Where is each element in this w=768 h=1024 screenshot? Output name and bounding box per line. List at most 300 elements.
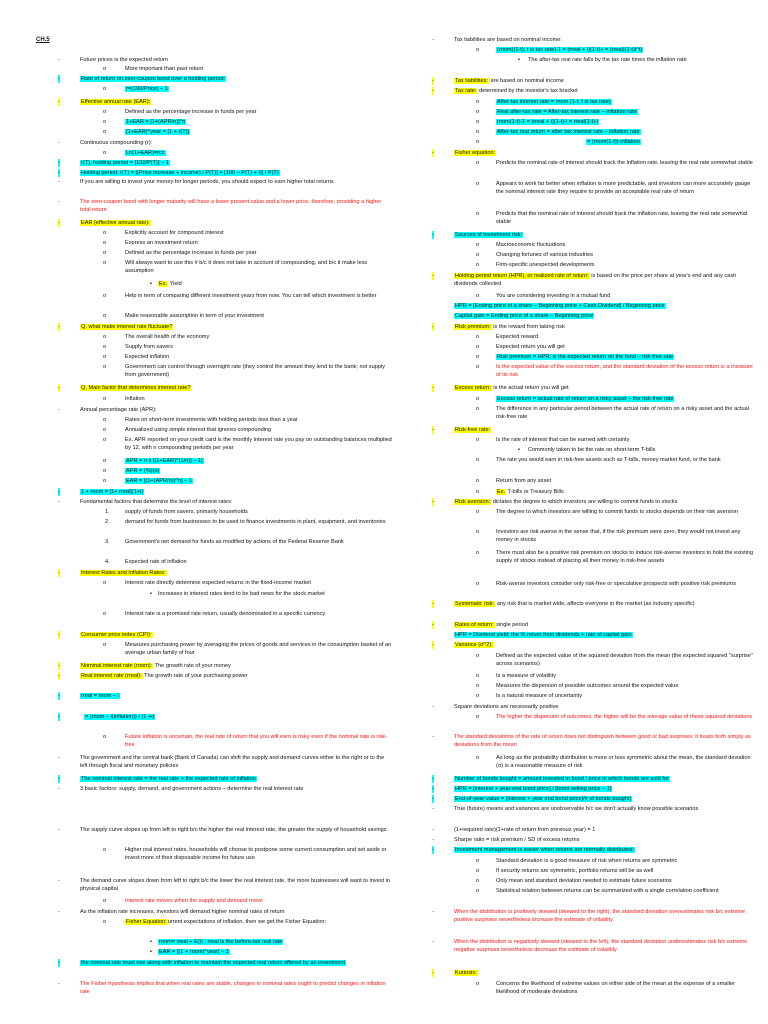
note-text: After-tax interest rate = rnom (1-t; t is tax rate) (497, 99, 611, 105)
note-text: Expected inflation (125, 354, 170, 360)
bullet-marker: - (58, 663, 60, 669)
note-text: Investment management is easier when returns are normally distributed: (455, 847, 635, 853)
bullet-marker: - (58, 57, 60, 63)
left-note-line (158, 948, 230, 956)
note-text: Future inflation is uncertain, the real rate of return that you will earn is risky even if the nominal rate is risk-free (125, 734, 388, 749)
bullet-marker: o (476, 109, 480, 115)
right-note-line (454, 631, 633, 639)
note-text: Real interest rate (rreal): The growth rate of your purchasing power (81, 673, 248, 679)
right-note-line (496, 210, 755, 226)
bullet-marker: o (103, 898, 107, 904)
left-note-line (125, 65, 203, 73)
note-text: Annualized using simple interest that ignores compounding (125, 427, 272, 433)
bullet-marker: o (103, 86, 107, 92)
left-note-line (80, 672, 248, 680)
note-text: Is the expected value of the excess return, and the standard deviation of the excess return is a measure of its risk (496, 364, 753, 379)
right-note-line (496, 251, 593, 259)
right-note-line (454, 600, 755, 608)
left-note-line (80, 959, 392, 967)
bullet-marker: - (58, 693, 60, 699)
left-note-line (125, 558, 187, 566)
right-note-line (454, 384, 569, 392)
bullet-marker: - (58, 632, 60, 638)
bullet-marker: - (432, 847, 434, 853)
right-note-line (454, 785, 612, 793)
left-note-line (125, 333, 209, 341)
left-note-line (125, 343, 173, 351)
right-note-line (454, 312, 594, 320)
note-text: Tax liabilities: are based on nominal income (455, 78, 564, 84)
bullet-marker: o (103, 313, 107, 319)
note-text: Ex. Yield (159, 281, 182, 287)
bullet-marker: o (476, 181, 480, 187)
bullet-marker: ▪ (150, 591, 152, 597)
left-note-line (125, 259, 392, 275)
right-note-line (454, 621, 528, 629)
note-text: Kurtosis: (455, 970, 477, 976)
bullet-marker: o (476, 242, 480, 248)
right-note-line (496, 754, 755, 770)
bullet-marker: o (103, 66, 107, 72)
note-text: Defined as the percentage increase in funds per year (125, 250, 257, 256)
bullet-marker: o (476, 888, 480, 894)
note-text: Risk premium: is the reward from taking risk (455, 324, 565, 330)
note-text: Interest rate is a promised rate return, usually denominated in a specific currency (125, 611, 326, 617)
note-text: Standard deviation is a good measure of risk when returns are symmetric (496, 858, 678, 864)
bullet-marker: - (58, 960, 60, 966)
bullet-marker: 4. (105, 559, 110, 565)
note-text: (1+required rate)(1+rate of return from previous year) = 1 (454, 827, 596, 833)
note-text: Risk aversion: dictates the degree to which investors are willing to commit funds to stocks (455, 499, 678, 505)
bullet-marker: o (103, 119, 107, 125)
left-note-line (80, 775, 257, 783)
right-note-line (454, 836, 579, 844)
right-note-line (454, 775, 670, 783)
left-note-line (80, 826, 392, 834)
left-note-line (80, 75, 226, 83)
bullet-marker: o (103, 734, 107, 740)
left-note-line (125, 610, 392, 618)
bullet-marker: o (476, 396, 480, 402)
bullet-marker: - (432, 273, 434, 279)
note-text: Rate of return on zero-coupon bond over a holding period: (81, 76, 225, 82)
note-text: Interest Rates and Inflation Rates: (81, 570, 166, 576)
bullet-marker: o (476, 868, 480, 874)
note-text: You are considering investing in a mutual fund (496, 293, 611, 299)
note-text: Effective annual rate (EAR): (81, 99, 151, 105)
note-text: Commonly taken to be the rate on short-term T-bills (528, 447, 656, 453)
note-text: HPR = [interest + year-end bond price] / [bond selling price – 1] (455, 786, 612, 792)
right-note-line (496, 405, 755, 421)
bullet-marker: o (476, 139, 480, 145)
bullet-marker: o (476, 550, 480, 556)
left-note-line (125, 477, 193, 485)
bullet-marker: o (103, 293, 107, 299)
bullet-marker: o (476, 129, 480, 135)
bullet-marker: - (58, 714, 60, 720)
bullet-marker: - (432, 939, 434, 945)
right-note-line (496, 488, 564, 496)
left-note-line (80, 98, 151, 106)
bullet-marker: 3. (105, 539, 110, 545)
left-note-line (80, 662, 231, 670)
note-text: After-tax real return = after tax interest rate – inflation rate (497, 129, 640, 135)
right-note-line (496, 241, 565, 249)
bullet-marker: o (476, 529, 480, 535)
left-note-line (125, 457, 204, 465)
bullet-marker: o (476, 653, 480, 659)
note-text: Government can control through overnight rate (they control the amount they lend to the bank; not supply from government) (125, 364, 385, 379)
note-text: More important than past return (125, 66, 204, 72)
right-note-line (496, 333, 538, 341)
note-text: Rates of return: single period (455, 622, 528, 628)
bullet-marker: - (432, 642, 434, 648)
note-text: Ex. T-bills or Treasury Bills (497, 489, 564, 495)
note-text: = (rnom(1-t))-inflation (587, 139, 640, 145)
left-note-line (80, 219, 151, 227)
right-note-line (496, 456, 755, 464)
note-text: Risk-averse investors consider only risk-free or speculative prospects with positive risk premiums (496, 581, 736, 587)
left-note-line (80, 139, 152, 147)
bullet-marker: - (432, 806, 434, 812)
right-note-line (496, 580, 755, 588)
note-text: demand for funds from businesses to be used to finance investments in plant, equipment, and inventories (125, 519, 386, 525)
bullet-marker: - (58, 99, 60, 105)
right-note-line (454, 498, 677, 506)
note-text: Only mean and standard deviation needed to estimate future scenarios (496, 878, 672, 884)
bullet-marker: ▪ (150, 939, 152, 945)
note-text: Q. Main factor that determines interest rate? (81, 385, 191, 391)
note-text: Holding period return (HPR), or realized rate of return: is based on the price per share at year's end and any cash dividends collected (454, 273, 737, 288)
bullet-marker: o (476, 252, 480, 258)
note-text: Annual percentage rate (APR): (80, 407, 157, 413)
bullet-marker: o (103, 611, 107, 617)
note-text: Consumer price index (CPI): (81, 632, 152, 638)
right-note-line (496, 343, 565, 351)
note-text: The Fisher hypothesis implies that when real rates are stable, changes in nominal rates ought to predict changes in inflation rate (80, 981, 386, 996)
note-text: Interest rate moves when the supply and demand move (125, 898, 263, 904)
note-text: Excess return: is the actual return you will get (455, 385, 569, 391)
note-text: the nominal rate must rise along with inflation to maintain the expected real return offered by an investment (81, 960, 346, 966)
right-note-line (496, 713, 755, 721)
note-text: Supply from savers (125, 344, 173, 350)
note-text: When the distribution is negatively skewed (skewed to the left), the standard deviation underestimates risk b/c extreme negative surprises nevertheless decrease the estimate of volatility (454, 939, 748, 954)
right-note-line (496, 867, 653, 875)
bullet-marker: o (103, 580, 107, 586)
left-note-line (80, 631, 153, 639)
right-note-line (454, 969, 478, 977)
note-text: Increases in interest rates tend to be bad news for the stock market (158, 591, 325, 597)
note-text: 3 basic factors: supply, demand, and government actions – determine the real interest rate (80, 786, 304, 792)
right-note-line (454, 426, 491, 434)
note-text: Changing fortunes of various industries (496, 252, 594, 258)
note-text: Tax rate: determined by the investor's tax bracket (455, 88, 578, 94)
right-note-line (454, 733, 755, 749)
left-note-line (125, 118, 186, 126)
left-note-line (125, 579, 311, 587)
right-note-line (496, 353, 674, 361)
bullet-marker: o (476, 119, 480, 125)
note-text: Risk premium = HPR; is the expected return on the fund – risk free rate (497, 354, 674, 360)
left-note-line (125, 416, 298, 424)
note-text: Risk-free rate: (455, 427, 491, 433)
bullet-marker: o (103, 334, 107, 340)
note-text: Excess return = actual rate of return on a risky asset – the risk-free rate (497, 396, 674, 402)
note-text: Continuous compounding (r): (80, 140, 153, 146)
bullet-marker: o (103, 642, 107, 648)
note-text: As the inflation rate increases, investors will demand higher nominal rates of return (80, 909, 285, 915)
bullet-marker: o (103, 354, 107, 360)
note-text: Real after-tax rate = After-tax interest rate – inflation rate (497, 109, 637, 115)
left-note-line (125, 239, 198, 247)
right-note-line (496, 652, 755, 668)
right-note-line (496, 508, 755, 516)
note-text: Holding period; r(T) = [(Price increase + income) / P(T)] = [100 – P(T) + 0] / P(T) (81, 170, 279, 176)
note-text: Is the rate of interest that can be earned with certainty (496, 437, 630, 443)
bullet-marker: o (103, 344, 107, 350)
note-text: The nominal interest rate = the real rate + the expected rate of inflation (81, 776, 256, 782)
bullet-marker: - (58, 170, 60, 176)
note-text: Defined as the expected value of the squared deviation from the mean (the expected squared "surprise" across scenarios) (496, 653, 753, 668)
right-note-line (496, 528, 755, 544)
bullet-marker: - (58, 909, 60, 915)
note-text: Ex. APR reported on your credit card is the monthly interest rate you pay on outstanding balances multiplied by 12, with n compounding periods per year (125, 437, 392, 452)
note-text: End-of-year-value = [interest + year end bond price]/# of bonds bought) (455, 796, 632, 802)
bullet-marker: - (432, 324, 434, 330)
left-note-line (80, 980, 392, 996)
right-note-line (454, 149, 496, 157)
left-note-line (80, 877, 392, 893)
bullet-marker: o (103, 109, 107, 115)
note-text: Government's net demand for funds as modified by actions of the Federal Reserve Bank (125, 539, 344, 545)
left-note-line (80, 406, 157, 414)
note-text: Measures the dispersion of possible outcomes around the expected value (496, 683, 679, 689)
bullet-marker: o (476, 334, 480, 340)
bullet-marker: o (476, 478, 480, 484)
note-text: Expected reward (496, 334, 538, 340)
note-text: Rates on short-term investments with holding periods less than a year (125, 417, 298, 423)
left-note-line (125, 538, 392, 546)
bullet-marker: o (476, 673, 480, 679)
note-text: Explicitly account for compound interest (125, 230, 224, 236)
bullet-marker: - (58, 878, 60, 884)
note-text: Make reasonable assumption in term of your investment (125, 313, 264, 319)
note-text: The degree to which investors are willing to commit funds to stocks depends on their risk aversion (496, 509, 738, 515)
bullet-marker: o (476, 262, 480, 268)
left-note-line (80, 159, 170, 167)
note-text: Macroeconomic fluctuations (496, 242, 566, 248)
note-text: rnom(1-t)-1 = (rreal + i)(1-t)-i = rreal(1-t)-i (497, 119, 599, 125)
bullet-marker: o (476, 99, 480, 105)
note-text: HPR = [Ending price of a share – Beginning price + Cash Dividend] / Beginning price (455, 303, 665, 309)
bullet-marker: - (432, 796, 434, 802)
left-note-line (125, 426, 271, 434)
left-note-line (80, 56, 168, 64)
note-text: r=(100/Price) – 1 (126, 86, 168, 92)
note-text: Appears to work far better when inflation is more predictable, and investors can more accurately gauge the nominal interest rate they require to provide an acceptable real rate of return (496, 181, 751, 196)
note-text: Number of bonds bought = amount invested in bond / price in which bonds are sold for (455, 776, 669, 782)
bullet-marker: o (103, 364, 107, 370)
right-note-line (454, 908, 755, 924)
note-text: Capital gain = Ending price of a share – Beginning price (455, 313, 594, 319)
bullet-marker: o (103, 437, 107, 443)
bullet-marker: ▪ (150, 949, 152, 955)
note-text: Predicts that the nominal rate of interest should track the inflation rate, leaving the real rate somewhat stable (496, 211, 748, 226)
left-note-line (125, 85, 169, 93)
bullet-marker: o (103, 230, 107, 236)
note-text: HPR = Dividend yield; the % return from dividends + rate of capital gain (455, 632, 632, 638)
bullet-marker: o (476, 714, 480, 720)
right-note-line (454, 846, 635, 854)
right-note-line (454, 323, 565, 331)
note-text: Statistical relation between returns can be summarized with a single correlation coefficient (496, 888, 719, 894)
left-note-line (80, 498, 232, 506)
note-text: rreal = rnom – i (81, 693, 119, 699)
bullet-marker: o (103, 478, 107, 484)
note-text: When the distribution is positively skewed (skewed to the right), the standard deviation overestimates risk b/c extreme positive surprises nevertheless increase the estimate of volatility (454, 909, 746, 924)
note-text: The rate you would earn in risk-free assets such as T-bills, money market fund, or the bank (496, 457, 721, 463)
right-note-line (454, 302, 666, 310)
note-text: Systematic risk: any risk that is market wide, affects everyone in the market (as industry specific) (455, 601, 695, 607)
bullet-marker: o (103, 250, 107, 256)
left-note-line (125, 149, 166, 157)
note-text: Will always want to use this # b/c it does not take in account of compounding, and b/c it make less assumption (125, 260, 368, 275)
bullet-marker: - (58, 324, 60, 330)
note-text: Interest rate directly determine expected returns in the fixed-income market (125, 580, 311, 586)
note-text: Higher real interest rates, households will choose to postpone some current consumption and set aside or invest more of their disposable income for future use (125, 847, 387, 862)
bullet-marker: - (432, 150, 434, 156)
left-note-line (125, 467, 160, 475)
note-text: Is a natural measure of uncertainty (496, 693, 583, 699)
bullet-marker: o (103, 260, 107, 266)
note-text: Future prices is the expected return (80, 57, 168, 63)
right-note-line (496, 857, 677, 865)
note-text: EAR = [(1 + rnom)^year] – 1 (159, 949, 229, 955)
right-note-line (496, 108, 638, 116)
note-text: Return from any asset (496, 478, 552, 484)
left-note-line (80, 908, 285, 916)
note-text: The after-tax real rate falls by the tax rate times the inflation rate (528, 57, 687, 63)
note-text: r(T), holding period = [100/P(T)] – 1 (81, 160, 169, 166)
right-note-line (496, 128, 641, 136)
note-text: supply of funds from savers, primarily households (125, 509, 248, 515)
bullet-marker: - (432, 232, 434, 238)
bullet-marker: o (103, 427, 107, 433)
bullet-marker: o (476, 878, 480, 884)
right-note-line (496, 363, 755, 379)
bullet-marker: 1. (105, 509, 110, 515)
note-text: Tax liabilities are based on nominal income: (454, 37, 562, 43)
bullet-marker: - (58, 179, 60, 185)
right-note-line (454, 826, 595, 834)
bullet-marker: - (58, 570, 60, 576)
bullet-marker: - (432, 970, 434, 976)
note-text: Expected return you will get (496, 344, 565, 350)
left-note-line (125, 641, 392, 657)
bullet-marker: o (103, 847, 107, 853)
left-note-line (125, 108, 257, 116)
bullet-marker: - (432, 909, 434, 915)
bullet-marker: o (476, 755, 480, 761)
bullet-marker: - (432, 827, 434, 833)
right-note-line (454, 36, 562, 44)
note-text: Fisher equation: (455, 150, 496, 156)
right-note-line (496, 692, 582, 700)
bullet-marker: ▪ (518, 447, 520, 453)
left-note-line (125, 508, 248, 516)
right-note-line (528, 446, 655, 454)
note-text: Firm-specific unexpected developments (496, 262, 595, 268)
left-note-line (125, 353, 169, 361)
right-note-line (496, 98, 612, 106)
bullet-marker: - (58, 776, 60, 782)
bullet-marker: - (432, 499, 434, 505)
note-text: (rnom)(1-t); t is tax rate)-1 = (rreal + i)(1-t)-i = (rreal)(1-t)i^t) (497, 47, 643, 53)
note-text: Sharpe ratio = risk premium / SD of excess returns (454, 837, 580, 843)
bullet-marker: o (476, 354, 480, 360)
right-note-line (454, 805, 755, 813)
bullet-marker: o (476, 693, 480, 699)
bullet-marker: o (476, 457, 480, 463)
left-note-line (125, 897, 263, 905)
right-note-line (528, 56, 755, 64)
left-note-line (125, 292, 392, 300)
bullet-marker: o (103, 240, 107, 246)
bullet-marker: - (58, 755, 60, 761)
note-text: Variance (σ^2): (455, 642, 493, 648)
left-note-line (125, 518, 392, 526)
left-note-line (125, 249, 257, 257)
left-note-line (125, 395, 145, 403)
bullet-marker: o (476, 160, 480, 166)
note-text: True (future) means and variances are unobservable b/c we don't actually know possible scenarios (454, 806, 699, 812)
bullet-marker: - (432, 837, 434, 843)
note-text: Inflation (125, 396, 145, 402)
left-note-line (80, 198, 392, 214)
note-text: Is a measure of volatility (496, 673, 557, 679)
note-text: EAR (effective annual rate): (81, 220, 150, 226)
left-note-line (125, 436, 392, 452)
left-note-line (80, 569, 167, 577)
left-note-line (80, 692, 120, 700)
right-note-line (496, 672, 556, 680)
bullet-marker: - (432, 704, 434, 710)
note-text: (1+EAR)^year = [1 + r(T)] (126, 129, 190, 135)
bullet-marker: - (58, 140, 60, 146)
right-note-line (496, 436, 629, 444)
note-text: rnom= rreal + E(i) ; rreal is the before-tax real rate (159, 939, 283, 945)
note-text: The higher the dispersion of outcomes, the higher will be the average value of these squared deviations (496, 714, 753, 720)
left-note-line (125, 846, 392, 862)
bullet-marker: 2. (105, 519, 110, 525)
bullet-marker: o (476, 344, 480, 350)
note-text: Predicts the nominal rate of interest should track the inflation rate, leaving the real rate somewhat stable (496, 160, 753, 166)
bullet-marker: o (476, 293, 480, 299)
left-note-line (125, 363, 392, 379)
note-text: EAR = [(1+(APR/n))^n] – 1 (126, 478, 193, 484)
bullet-marker: - (432, 88, 434, 94)
right-note-line (454, 87, 578, 95)
left-note-line (80, 785, 303, 793)
bullet-marker: o (476, 683, 480, 689)
left-note-line (125, 918, 392, 926)
note-text: The government and the central bank (Bank of Canada) can shift the supply and demand curves either to the right or to the left through fiscal and monetary policies (80, 755, 385, 770)
bullet-marker: - (432, 776, 434, 782)
right-note-line (496, 180, 755, 196)
bullet-marker: o (103, 150, 107, 156)
bullet-marker: - (432, 78, 434, 84)
right-note-line (496, 887, 755, 895)
